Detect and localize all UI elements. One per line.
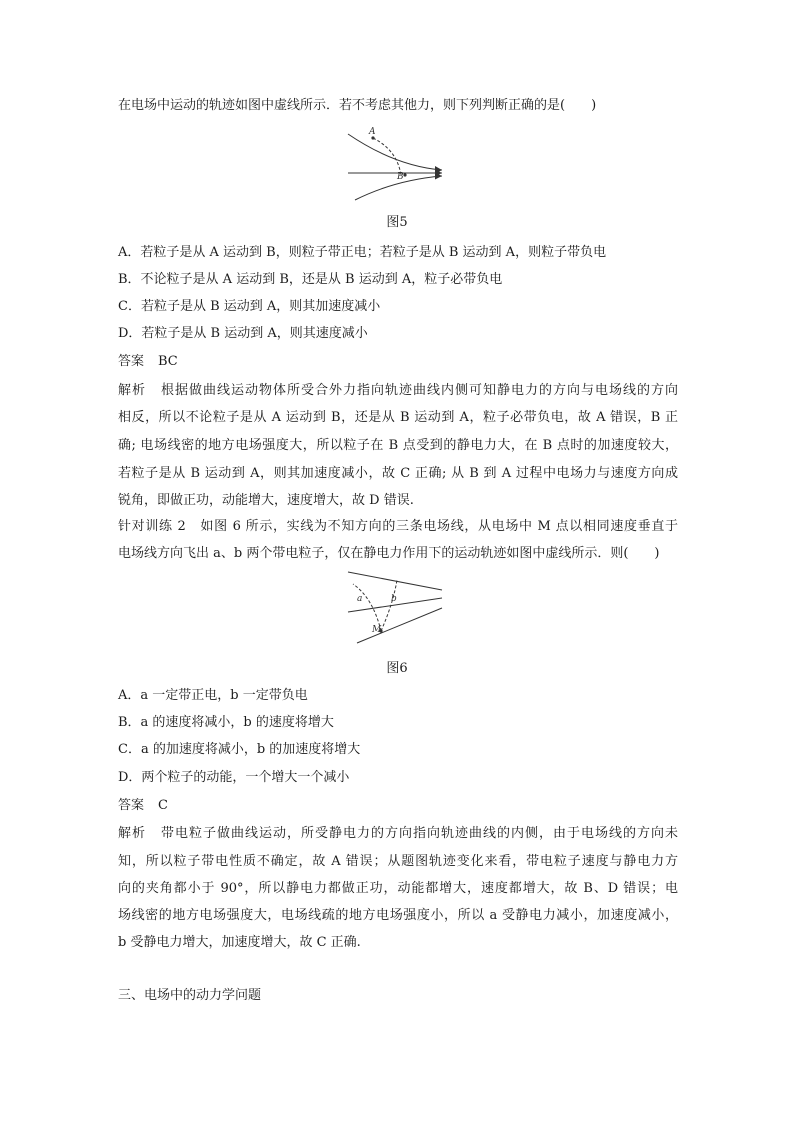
q1-analysis-line-1 (118, 381, 678, 401)
q1-analysis-label: 解析 (118, 383, 146, 398)
q2-option-a: A．a 一定带正电，b 一定带负电 (118, 688, 308, 703)
q2-option-d: D．两个粒子的动能，一个增大一个减小 (118, 770, 350, 785)
figure-5-label-b: B (397, 172, 404, 182)
q2-analysis-line-1 (118, 824, 678, 844)
q2-analysis-label: 解析 (118, 826, 146, 841)
figure-5-caption: 图5 (386, 215, 408, 230)
q1-option-c: C．若粒子是从 B 运动到 A，则其加速度减小 (118, 299, 381, 314)
q2-analysis-line-5: b 受静电力增大，加速度增大，故 C 正确. (118, 935, 361, 950)
q1-analysis-line-5: 锐角，即做正功，动能增大，速度增大，故 D 错误. (118, 493, 414, 508)
q1-analysis-line-3: 确; 电场线密的地方电场强度大，所以粒子在 B 点受到的静电力大，在 B 点时的加速度较大， (118, 438, 678, 453)
q2-answer-label: 答案 (118, 798, 145, 813)
figure-6-label-a: a (357, 594, 363, 604)
q2-answer-value: C (158, 798, 168, 813)
q1-stem: 在电场中运动的轨迹如图中虚线所示．若不考虑其他力，则下列判断正确的是( ) (118, 98, 597, 113)
q1-answer-label: 答案 (118, 354, 145, 369)
q2-stem-text-1: 如图 6 所示，实线为不知方向的三条电场线，从电场中 M 点以相同速度垂直于 (199, 519, 678, 534)
q2-stem-line-2: 电场线方向飞出 a、b 两个带电粒子，仅在静电力作用下的运动轨迹如图中虚线所示．则( ) (118, 546, 660, 561)
q1-answer-row (118, 352, 678, 372)
q2-analysis-line-4: 场线密的地方电场强度大，电场线疏的地方电场强度小，所以 a 受静电力减小，加速度减小， (118, 908, 678, 923)
q2-option-c: C．a 的加速度将减小，b 的加速度将增大 (118, 742, 361, 757)
q2-analysis-line-3: 向的夹角都小于 90°，所以静电力都做正功，动能都增大，速度都增大，故 B、D 错误；电 (118, 881, 678, 896)
q2-option-b: B．a 的速度将减小，b 的速度将增大 (118, 715, 334, 730)
q1-analysis-line-4: 若粒子是从 B 运动到 A，则其加速度减小，故 C 正确; 从 B 到 A 过程中电场力与速度方向成 (118, 466, 678, 481)
q2-stem-line-1 (118, 517, 678, 537)
figure-6-caption: 图6 (386, 661, 408, 676)
q1-analysis-text-1: 根据做曲线运动物体所受合外力指向轨迹曲线内侧可知静电力的方向与电场线的方向 (160, 383, 678, 398)
q1-option-a: A．若粒子是从 A 运动到 B，则粒子带正电；若粒子是从 B 运动到 A，则粒子带负电 (118, 245, 607, 260)
q1-option-d: D．若粒子是从 B 运动到 A，则其速度减小 (118, 326, 368, 341)
figure-5-label-a: A (369, 127, 376, 137)
q1-option-b: B．不论粒子是从 A 运动到 B，还是从 B 运动到 A，粒子必带负电 (118, 272, 503, 287)
figure-6-label-b: b (391, 594, 397, 604)
q2-answer-row (118, 796, 678, 816)
figure-6 (345, 568, 445, 646)
q2-analysis-line-2: 知，所以粒子带电性质不确定，故 A 错误；从题图轨迹变化来看，带电粒子速度与静电力方 (118, 854, 678, 869)
section-3-heading: 三、电场中的动力学问题 (118, 988, 262, 1003)
q1-answer-value: BC (158, 354, 178, 369)
q1-analysis-line-2: 相反，所以不论粒子是从 A 运动到 B，还是从 B 运动到 A，粒子必带负电，故 A 错误，B 正 (118, 410, 679, 425)
figure-6-label-m: M (372, 625, 382, 635)
q2-label: 针对训练 2 (118, 519, 186, 534)
figure-5 (345, 122, 450, 202)
q2-analysis-text-1: 带电粒子做曲线运动，所受静电力的方向指向轨迹曲线的内侧，由于电场线的方向未 (160, 826, 678, 841)
